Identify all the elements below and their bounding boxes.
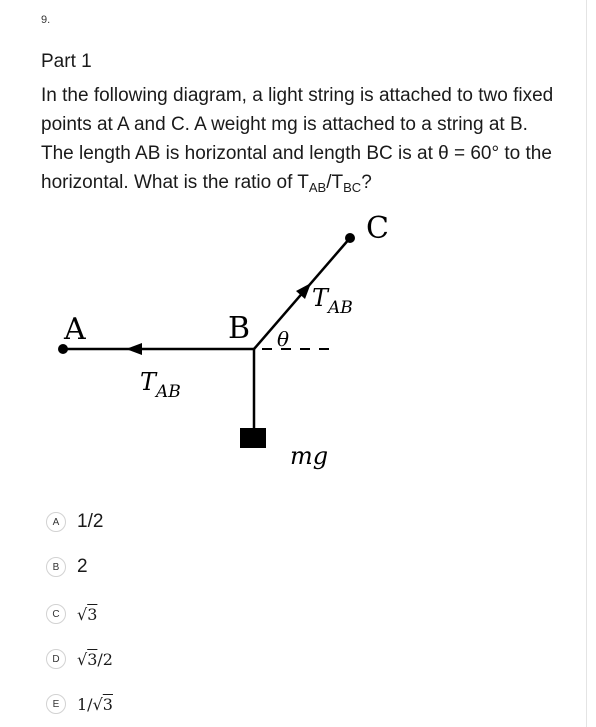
theta-label: θ [277,327,290,351]
option-letter: E [46,694,66,714]
option-a[interactable] [46,510,103,534]
option-text: √3/2 [77,649,113,669]
option-text: 2 [77,556,88,577]
question-number: 9. [41,14,51,26]
option-c[interactable] [46,602,97,626]
label-b: B [228,311,251,346]
option-text: 1/2 [77,511,104,532]
label-a: A [64,312,86,347]
stem-sub-bc: BC [343,180,362,195]
question-stem [41,81,561,197]
weight-label: mg [290,442,329,470]
force-diagram [0,200,586,480]
option-letter: B [46,557,66,577]
weight-block [240,428,266,448]
option-letter: D [46,649,66,669]
option-letter: A [46,512,66,532]
stem-slash: /T [326,172,344,193]
point-c [345,233,355,243]
tension-bc-label: $T_{AB}$ [312,284,353,318]
stem-tail: ? [361,172,372,193]
option-d[interactable] [46,647,113,671]
part-heading: Part 1 [41,51,92,72]
option-letter: C [46,604,66,624]
label-c: C [366,211,389,246]
option-b[interactable] [46,555,88,579]
tension-ab-label: $T_{AB}$ [140,368,181,402]
option-text: 1/√3 [77,694,113,714]
option-e[interactable] [46,692,113,716]
right-divider [586,0,587,727]
stem-sub-ab: AB [308,180,327,195]
option-text: √3 [77,604,98,624]
arrow-left-icon [126,343,142,355]
stem-text: In the following diagram, a light string is attached to two fixed points at A and C. A weight mg is attached to a string at B. The length AB is horizontal and length BC is at θ = 60° to the horizontal. What is the ratio of T [41,85,554,193]
